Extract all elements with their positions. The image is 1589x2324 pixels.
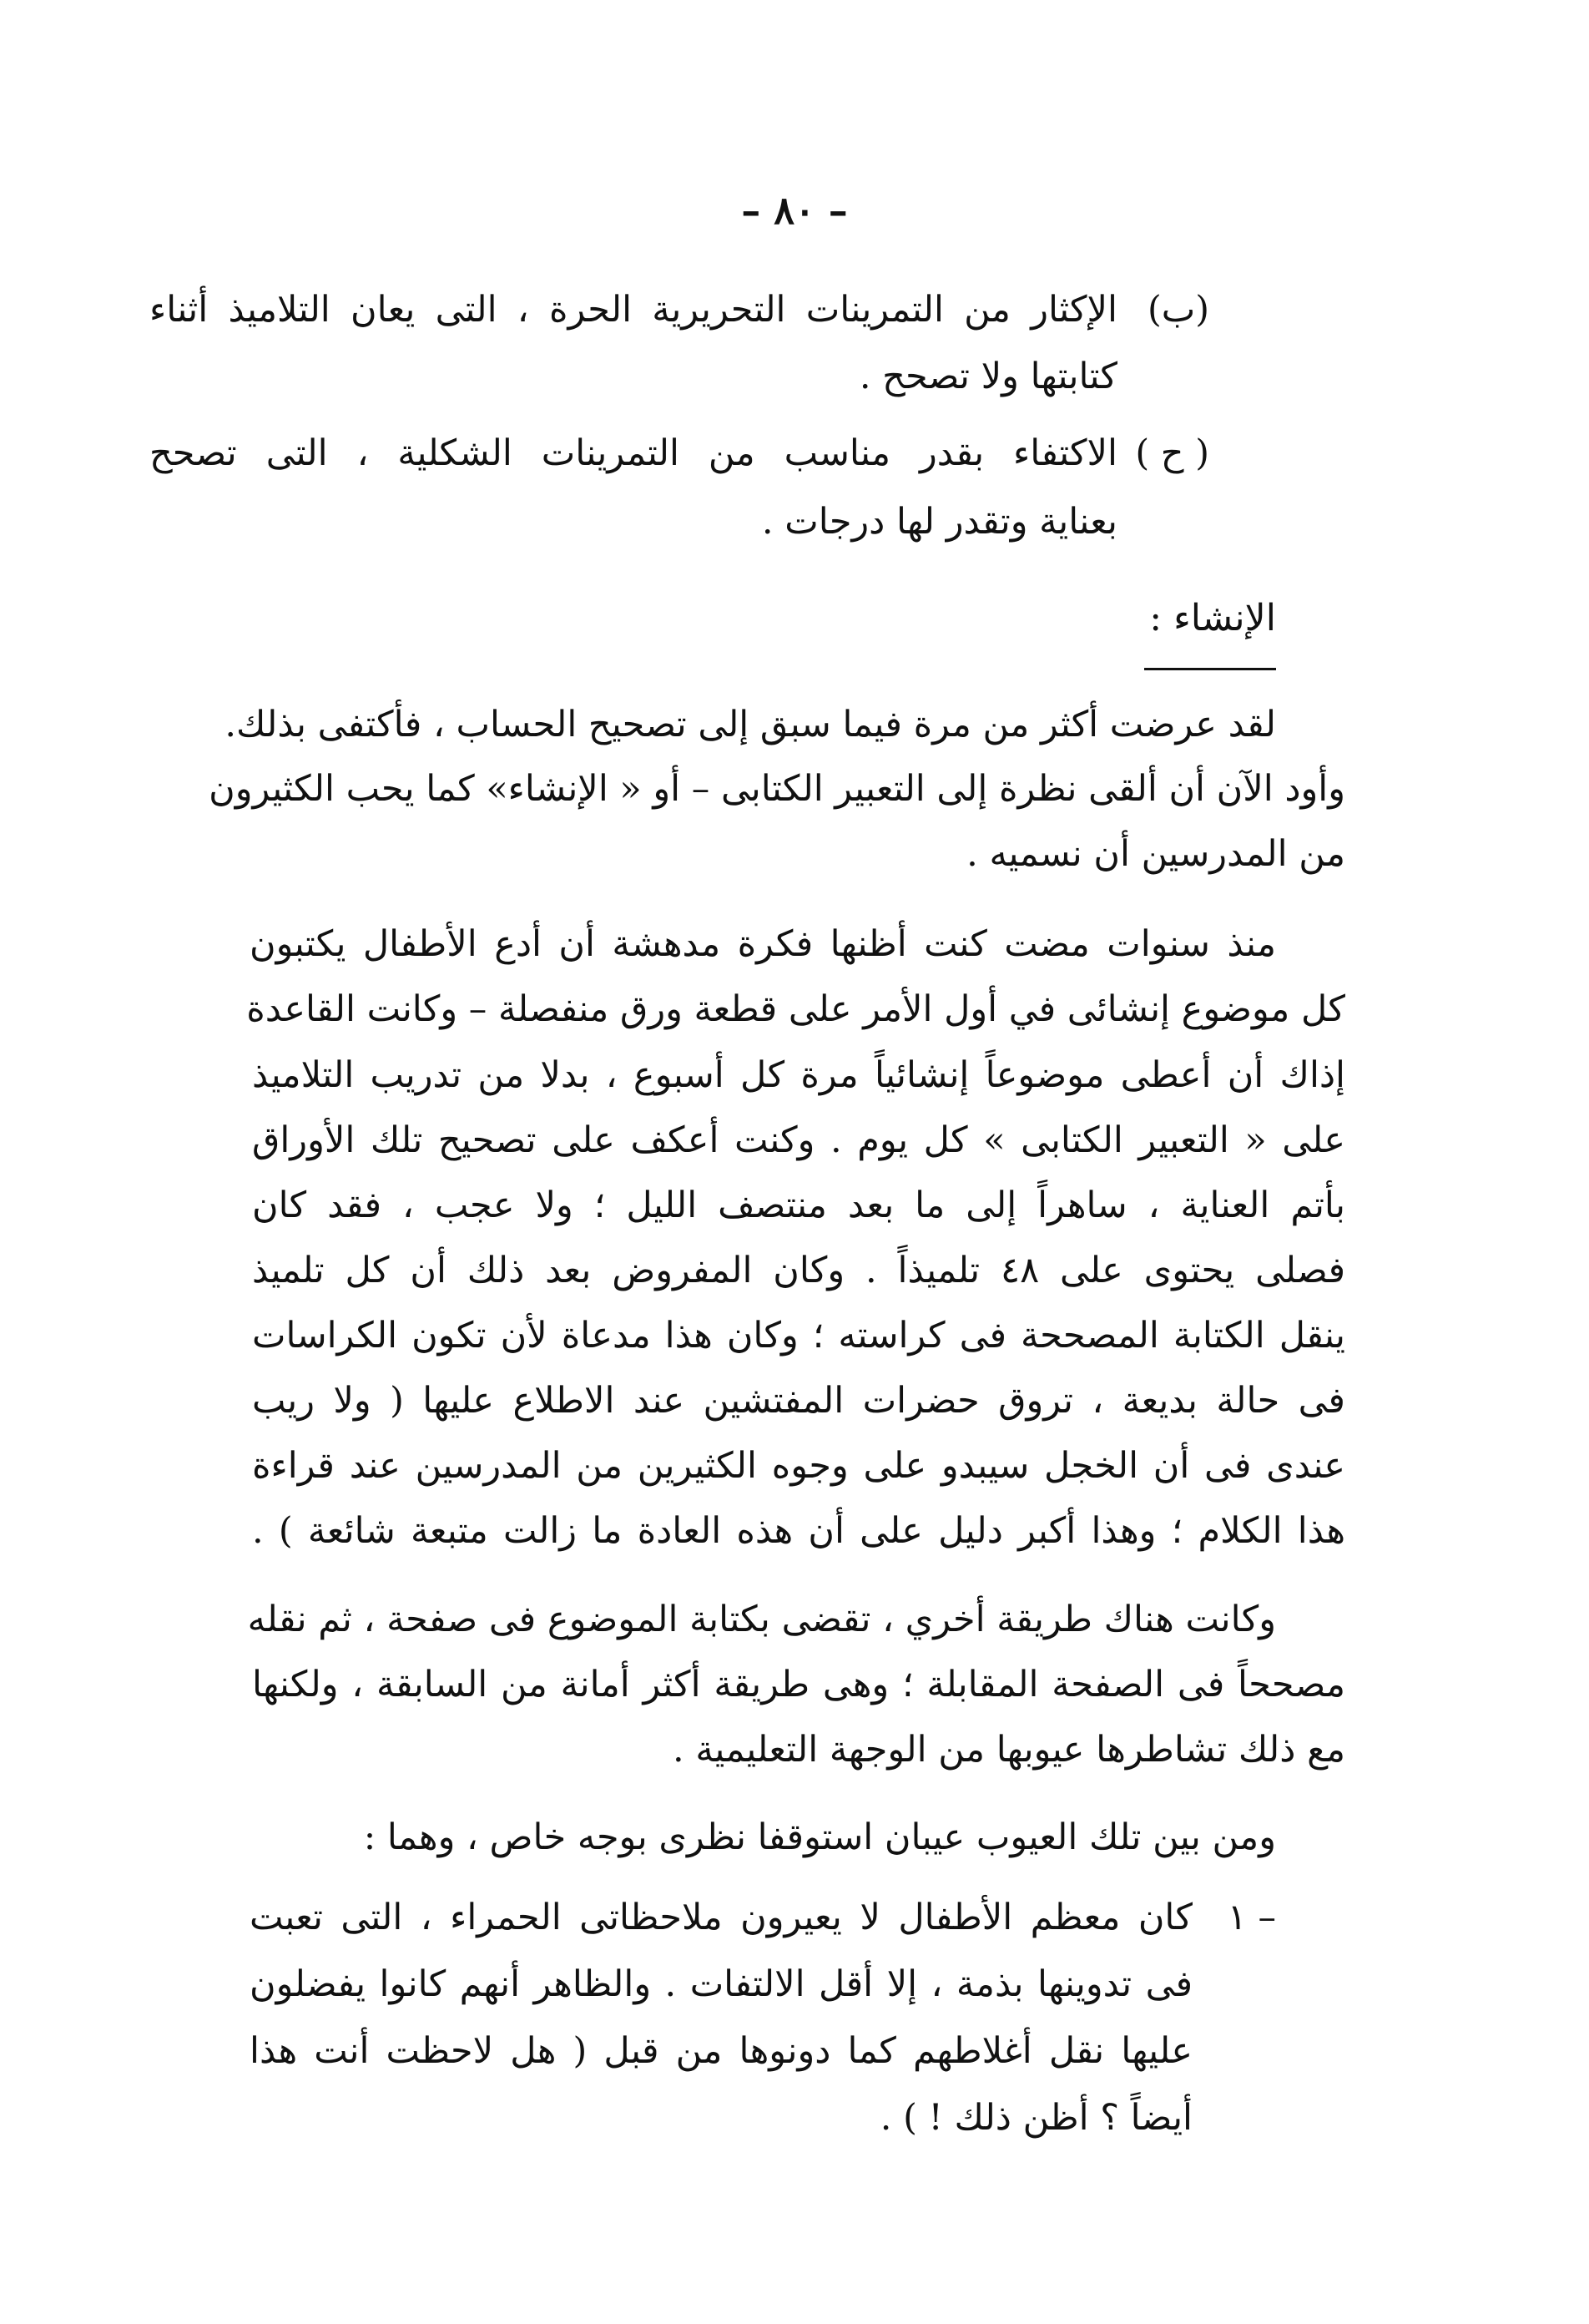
paragraph-line: بأتم العناية ، ساهراً إلى ما بعد منتصف الليل ؛ ولا عجب ، فقد كان xyxy=(252,1185,1345,1226)
section-heading: الإنشاء : xyxy=(1149,597,1276,639)
paragraph-line: إذاك أن أعطى موضوعاً إنشائياً مرة كل أسبوع ، بدلا من تدريب التلاميذ xyxy=(252,1054,1345,1096)
paragraph-line: عندى فى أن الخجل سيبدو على وجوه الكثيرين من المدرسين عند قراءة xyxy=(252,1445,1345,1487)
paragraph-line: على « التعبير الكتابى » كل يوم . وكنت أعكف على تصحيح تلك الأوراق xyxy=(252,1119,1345,1161)
list-marker: ١ – xyxy=(1227,1897,1276,1938)
list-marker: (ب) xyxy=(1147,289,1209,331)
paragraph-line: فى حالة بديعة ، تروق حضرات المفتشين عند الاطلاع عليها ( ولا ريب xyxy=(252,1380,1345,1422)
list-item-line: فى تدوينها بذمة ، إلا أقل الالتفات . والظاهر أنهم كانوا يفضلون xyxy=(250,1963,1193,2005)
paragraph-line: مع ذلك تشاطرها عيوبها من الوجهة التعليمية . xyxy=(673,1729,1345,1771)
page-number: – ٨٠ – xyxy=(741,188,848,233)
list-marker: ( ح ) xyxy=(1135,432,1209,474)
list-item-line: كان معظم الأطفال لا يعيرون ملاحظاتى الحمراء ، التى تعبت xyxy=(250,1897,1193,1938)
paragraph-line: هذا الكلام ؛ وهذا أكبر دليل على أن هذه العادة ما زالت متبعة شائعة ) . xyxy=(252,1510,1345,1552)
paragraph-line: فصلى يحتوى على ٤٨ تلميذاً . وكان المفروض بعد ذلك أن كل تلميذ xyxy=(252,1250,1345,1291)
paragraph-line: ينقل الكتابة المصححة فى كراسته ؛ وكان هذا مدعاة لأن تكون الكراسات xyxy=(252,1315,1345,1357)
paragraph-line: لقد عرضت أكثر من مرة فيما سبق إلى تصحيح الحساب ، فأكتفى بذلك. xyxy=(224,704,1276,745)
list-item-line: عليها نقل أغلاطهم كما دونوها من قبل ( هل لاحظت أنت هذا xyxy=(250,2030,1193,2072)
paragraph-line: وكانت هناك طريقة أخري ، تقضى بكتابة الموضوع فى صفحة ، ثم نقله xyxy=(247,1599,1276,1640)
list-item-line: الاكتفاء بقدر مناسب من التمرينات الشكلية ، التى تصحح xyxy=(149,432,1117,474)
list-item-line: كتابتها ولا تصحح . xyxy=(859,356,1117,397)
paragraph-line: مصححاً فى الصفحة المقابلة ؛ وهى طريقة أكثر أمانة من السابقة ، ولكنها xyxy=(252,1664,1345,1705)
list-item-line: بعناية وتقدر لها درجات . xyxy=(761,501,1117,543)
heading-underline xyxy=(1144,668,1276,670)
paragraph-line: ومن بين تلك العيوب عيبان استوقفا نظرى بوجه خاص ، وهما : xyxy=(363,1816,1276,1858)
list-item-line: أيضاً ؟ أظن ذلك ! ) . xyxy=(880,2097,1193,2139)
paragraph-line: منذ سنوات مضت كنت أظنها فكرة مدهشة أن أدع الأطفال يكتبون xyxy=(250,923,1276,965)
paragraph-line: وأود الآن أن ألقى نظرة إلى التعبير الكتابى – أو « الإنشاء» كما يحب الكثيرون xyxy=(209,768,1345,810)
paragraph-line: كل موضوع إنشائى في أول الأمر على قطعة ورق منفصلة – وكانت القاعدة xyxy=(246,988,1345,1030)
paragraph-line: من المدرسين أن نسميه . xyxy=(966,833,1345,875)
list-item-line: الإكثار من التمرينات التحريرية الحرة ، التى يعان التلاميذ أثناء xyxy=(149,289,1117,331)
